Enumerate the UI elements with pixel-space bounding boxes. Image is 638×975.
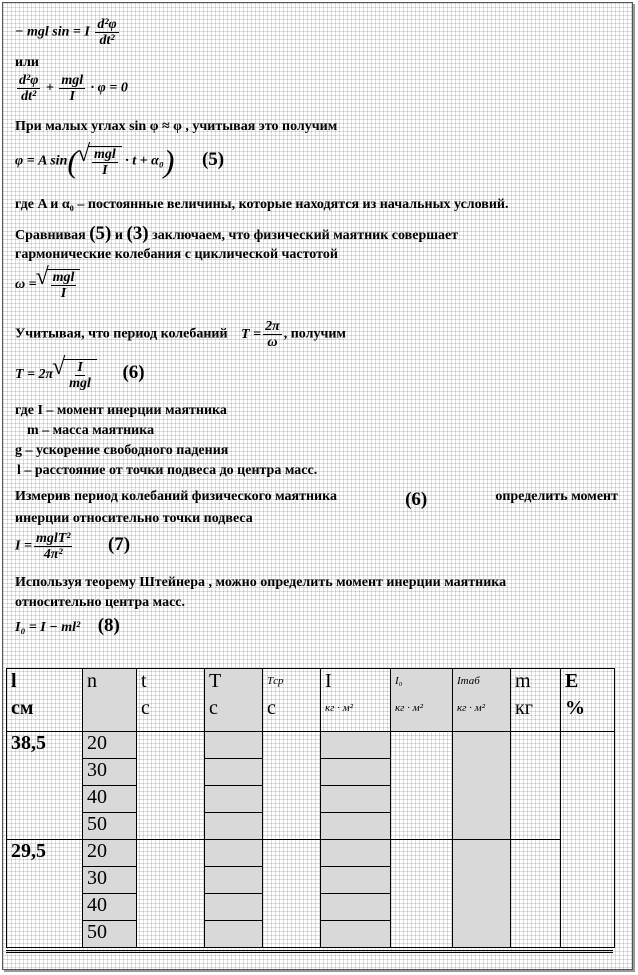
cell-I xyxy=(321,867,391,894)
text-measure xyxy=(15,489,618,511)
ref-5: (5) xyxy=(89,223,112,244)
header-m: m кг xyxy=(511,669,561,732)
equation-2: $\frac{\text{d²φ}}{\text{dt²}}$ + $\frac{\text{mgl}}{I}$ · φ = 0 xyxy=(19,73,128,104)
equation-1: − mgl sin = I $\frac{\text{d²φ}}{\text{dt²}}$ xyxy=(15,17,117,48)
cell-T xyxy=(205,786,263,813)
cell-I xyxy=(321,921,391,948)
cell-t xyxy=(137,732,205,840)
header-T: T с xyxy=(205,669,263,732)
text-def-l: l – расстояние от точки подвеса до центра масс. xyxy=(17,463,318,478)
text-where-A: где A и α₀ – постоянные величины, которые находятся из начальных условий. xyxy=(15,197,509,212)
text-measure-c: инерции относительно точки подвеса xyxy=(15,511,253,526)
cell-n: 40 xyxy=(83,894,137,921)
text-def-I: где I – момент инерции маятника xyxy=(15,403,227,418)
header-I0: I₀ кг · м² xyxy=(391,669,453,732)
text-ili: или xyxy=(15,55,39,70)
cell-n: 20 xyxy=(83,840,137,867)
cell-Tcp xyxy=(263,732,321,840)
equation-8: I₀ = I − ml² (8) xyxy=(15,615,120,636)
results-table xyxy=(6,668,613,948)
header-I: I кг · м² xyxy=(321,669,391,732)
cell-E xyxy=(561,732,615,948)
cell-t xyxy=(137,840,205,948)
header-Tcp: Tср с xyxy=(263,669,321,732)
header-t: t с xyxy=(137,669,205,732)
equation-5-number: (5) xyxy=(201,148,225,170)
table-bottom-rule xyxy=(6,950,613,953)
text-compare-a: Сравнивая xyxy=(15,228,86,243)
cell-I xyxy=(321,786,391,813)
text-steiner-a: Используя теорему Штейнера , можно определить момент инерции маятника xyxy=(15,575,507,590)
text-given-period-a: Учитывая, что период колебаний xyxy=(15,326,228,342)
text-measure-a: Измерив период колебаний физического маятника xyxy=(15,489,337,504)
table-row xyxy=(7,840,615,867)
text-small-angles: При малых углах sin φ ≈ φ , учитывая это получим xyxy=(15,119,338,134)
equation-5: φ = A sin( √ $\frac{\text{mgl}}{I}$ · t + α₀) (5) xyxy=(15,143,618,180)
cell-T xyxy=(205,840,263,867)
cell-Itab xyxy=(453,840,511,948)
text-given-period-b: , получим xyxy=(283,326,346,342)
cell-n: 30 xyxy=(83,759,137,786)
header-Itab: Iтаб кг · м² xyxy=(453,669,511,732)
header-l: l см xyxy=(7,669,83,732)
cell-I0 xyxy=(391,840,453,948)
cell-I xyxy=(321,813,391,840)
text-steiner-b: относительно центра масс. xyxy=(15,595,186,610)
cell-T xyxy=(205,921,263,948)
cell-I xyxy=(321,759,391,786)
text-def-g: g – ускорение свободного падения xyxy=(15,443,229,458)
cell-m xyxy=(511,840,561,948)
text-def-m: m – масса маятника xyxy=(27,423,155,438)
cell-Tcp xyxy=(263,840,321,948)
equation-7-number: (7) xyxy=(107,533,131,555)
cell-T xyxy=(205,732,263,759)
text-compare xyxy=(15,223,618,245)
cell-n: 20 xyxy=(83,732,137,759)
ref-3: (3) xyxy=(126,223,149,244)
header-n: n xyxy=(83,669,137,732)
cell-I xyxy=(321,894,391,921)
cell-I0 xyxy=(391,732,453,840)
cell-n: 40 xyxy=(83,786,137,813)
text-compare-and: и xyxy=(114,228,123,243)
table-row xyxy=(7,732,615,759)
equation-7: I = $\frac{\text{mglT²}}{\text{4π²}}$ (7) xyxy=(15,531,131,562)
table-header-row xyxy=(7,669,615,732)
cell-n: 50 xyxy=(83,813,137,840)
text-compare-b: заключаем, что физический маятник совершает xyxy=(152,228,459,243)
equation-omega: ω = √ $\frac{\text{mgl}}{I}$ xyxy=(15,269,618,301)
text-harmonic: гармонические колебания с циклической частотой xyxy=(15,247,338,262)
text-measure-b: определить момент xyxy=(495,489,618,504)
cell-I xyxy=(321,840,391,867)
text-given-period: Учитывая, что период колебаний T = $\frac{2\pi}{\omega}$ , получим xyxy=(15,319,346,350)
cell-n: 50 xyxy=(83,921,137,948)
equation-6: T = 2π √ $\frac{I}{\text{mgl}}$ (6) xyxy=(15,359,618,391)
equation-6-number: (6) xyxy=(122,362,145,384)
cell-Itab xyxy=(453,732,511,840)
cell-l: 38,5 xyxy=(7,732,83,840)
ref-6: (6) xyxy=(405,489,428,510)
cell-I xyxy=(321,732,391,759)
cell-T xyxy=(205,813,263,840)
cell-T xyxy=(205,894,263,921)
cell-T xyxy=(205,759,263,786)
header-E: E % xyxy=(561,669,615,732)
cell-n: 30 xyxy=(83,867,137,894)
cell-m xyxy=(511,732,561,840)
cell-T xyxy=(205,867,263,894)
cell-l: 29,5 xyxy=(7,840,83,948)
equation-8-number: (8) xyxy=(97,615,120,636)
